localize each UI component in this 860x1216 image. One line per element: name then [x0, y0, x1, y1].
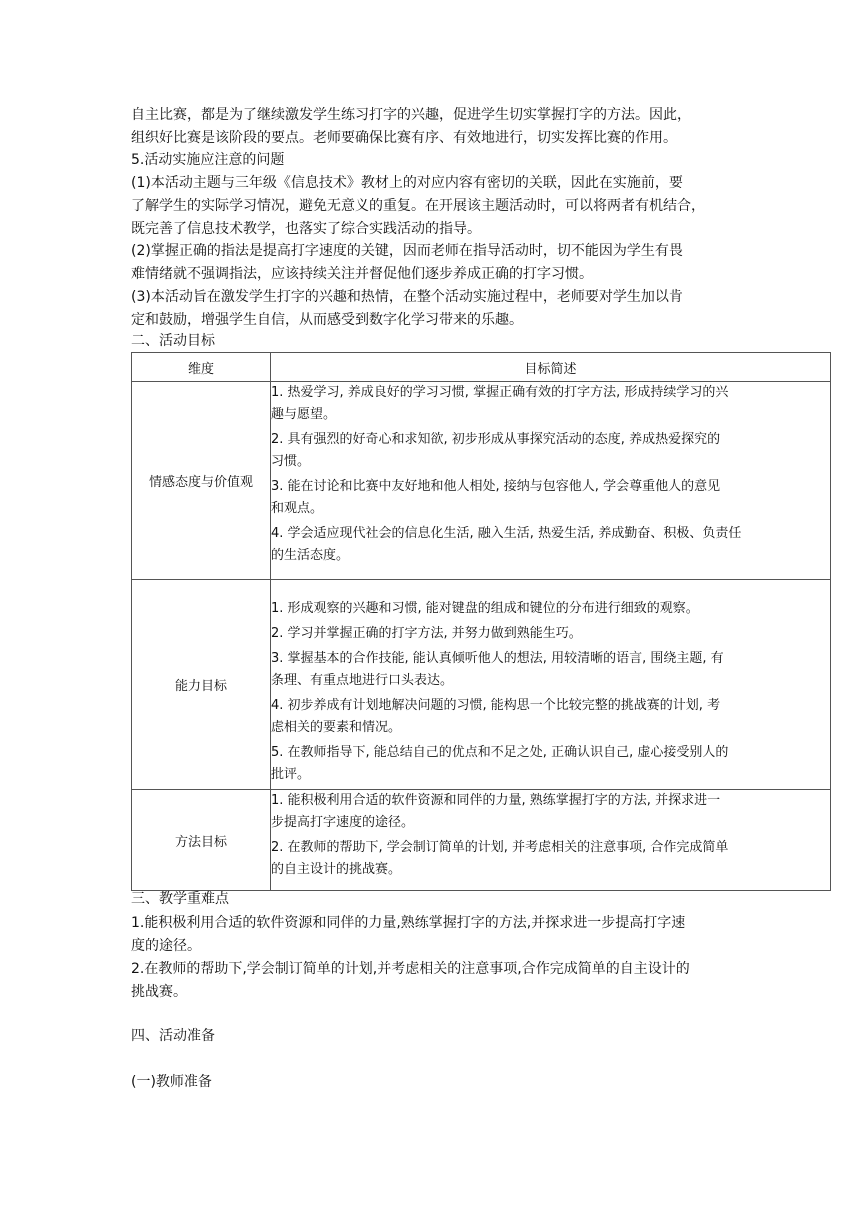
goal-item — [271, 382, 830, 426]
text-line: (1)本活动主题与三年级《信息技术》教材上的对应内容有密切的关联，因此在实施前，要 — [131, 175, 683, 191]
text-line: 的生活态度。 — [271, 548, 350, 563]
goals-table — [131, 352, 831, 891]
goal-item — [271, 837, 830, 881]
goal-item — [271, 623, 830, 645]
goals-heading: 二、活动目标 — [131, 333, 215, 349]
column-header-description: 目标简述 — [271, 353, 831, 382]
text-line: 4. 学会适应现代社会的信息化生活, 融入生活, 热爱生活, 养成勤奋、积极、负责任 — [271, 526, 742, 541]
teacher-preparation-subheading: (一)教师准备 — [131, 1074, 212, 1090]
text-line: 和观点。 — [271, 501, 324, 516]
text-line: 3. 掌握基本的合作技能, 能认真倾听他人的想法, 用较清晰的语言, 围绕主题, 有 — [271, 651, 724, 666]
text-line: 了解学生的实际学习情况，避免无意义的重复。在开展该主题活动时，可以将两者有机结合， — [131, 198, 705, 214]
dimension-cell: 情感态度与价值观 — [132, 382, 271, 580]
dimension-cell: 能力目标 — [132, 580, 271, 790]
note-item-3 — [131, 286, 751, 332]
text-line: 既完善了信息技术教学，也落实了综合实践活动的指导。 — [131, 221, 481, 237]
text-line: 4. 初步养成有计划地解决问题的习惯, 能构思一个比较完整的挑战赛的计划, 考 — [271, 698, 721, 713]
text-line: 自主比赛，都是为了继续激发学生练习打字的兴趣，促进学生切实掌握打字的方法。因此， — [131, 107, 691, 123]
goal-item — [271, 598, 830, 620]
text-line: (3)本活动旨在激发学生打字的兴趣和热情，在整个活动实施过程中，老师要对学生加以肯 — [131, 289, 683, 305]
description-cell — [271, 382, 831, 580]
goal-item — [271, 476, 830, 520]
text-line: 习惯。 — [271, 454, 311, 469]
intro-paragraph — [131, 104, 751, 150]
goal-item — [271, 523, 830, 567]
goal-item — [271, 790, 830, 834]
text-line: 度的途径。 — [131, 938, 201, 954]
table-row — [132, 580, 831, 790]
text-line: 1.能积极利用合适的软件资源和同伴的力量,熟练掌握打字的方法,并探求进一步提高打字速 — [131, 915, 686, 931]
text-line: 2. 学习并掌握正确的打字方法, 并努力做到熟能生巧。 — [271, 626, 582, 641]
goal-item — [271, 429, 830, 473]
text-line: 1. 能积极利用合适的软件资源和同伴的力量, 熟练掌握打字的方法, 并探求进一 — [271, 793, 721, 808]
description-cell — [271, 580, 831, 790]
preparation-heading: 四、活动准备 — [131, 1028, 215, 1044]
text-line: 难情绪就不强调指法，应该持续关注并督促他们逐步养成正确的打字习惯。 — [131, 266, 593, 282]
dimension-cell: 方法目标 — [132, 790, 271, 891]
text-line: 虑相关的要素和情况。 — [271, 720, 402, 735]
text-line: 5. 在教师指导下, 能总结自己的优点和不足之处, 正确认识自己, 虚心接受别人的 — [271, 745, 729, 760]
table-header-row — [132, 353, 831, 382]
column-header-dimension: 维度 — [132, 353, 271, 382]
difficulties-heading: 三、教学重难点 — [131, 891, 229, 907]
table-row — [132, 382, 831, 580]
notes-heading: 5.活动实施应注意的问题 — [131, 152, 285, 168]
text-line: 3. 能在讨论和比赛中友好地和他人相处, 接纳与包容他人, 学会尊重他人的意见 — [271, 479, 721, 494]
goal-item — [271, 742, 830, 786]
text-line: 步提高打字速度的途径。 — [271, 815, 415, 830]
difficulty-item-2 — [131, 958, 751, 1004]
note-item-2 — [131, 240, 751, 286]
text-line: 条理、有重点地进行口头表达。 — [271, 673, 454, 688]
text-line: 批评。 — [271, 767, 311, 782]
goal-item — [271, 695, 830, 739]
text-line: 组织好比赛是该阶段的要点。老师要确保比赛有序、有效地进行，切实发挥比赛的作用。 — [131, 130, 677, 146]
table-row — [132, 790, 831, 891]
text-line: 挑战赛。 — [131, 984, 187, 1000]
text-line: 定和鼓励，增强学生自信，从而感受到数字化学习带来的乐趣。 — [131, 312, 523, 328]
text-line: 1. 热爱学习, 养成良好的学习习惯, 掌握正确有效的打字方法, 形成持续学习的兴 — [271, 385, 729, 400]
description-cell — [271, 790, 831, 891]
note-item-1 — [131, 172, 751, 241]
text-line: 的自主设计的挑战赛。 — [271, 862, 402, 877]
text-line: 趣与愿望。 — [271, 407, 337, 422]
text-line: 2.在教师的帮助下,学会制订简单的计划,并考虑相关的注意事项,合作完成简单的自主设计的 — [131, 961, 690, 977]
text-line: 2. 在教师的帮助下, 学会制订简单的计划, 并考虑相关的注意事项, 合作完成简单 — [271, 840, 729, 855]
goal-item — [271, 648, 830, 692]
text-line: 1. 形成观察的兴趣和习惯, 能对键盘的组成和键位的分布进行细致的观察。 — [271, 601, 699, 616]
text-line: 2. 具有强烈的好奇心和求知欲, 初步形成从事探究活动的态度, 养成热爱探究的 — [271, 432, 721, 447]
text-line: (2)掌握正确的指法是提高打字速度的关键，因而老师在指导活动时，切不能因为学生有畏 — [131, 243, 683, 259]
difficulty-item-1 — [131, 912, 751, 958]
